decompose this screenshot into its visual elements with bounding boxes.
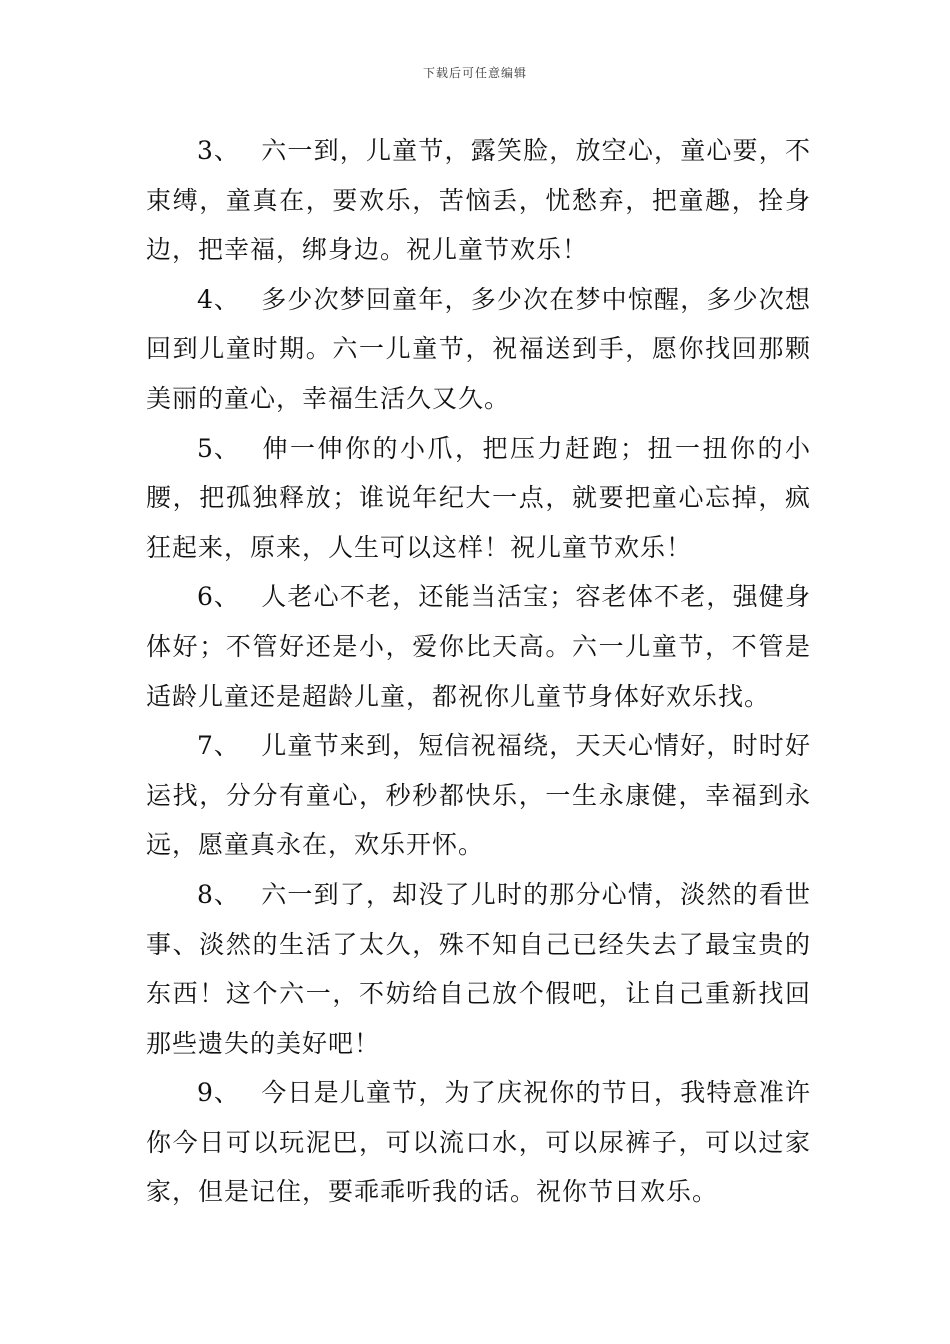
item-number: 5、: [197, 433, 240, 463]
list-item: [146, 572, 811, 721]
item-number: 4、: [197, 284, 240, 314]
item-number: 7、: [197, 731, 240, 761]
list-item: [146, 126, 811, 275]
item-text: 人老心不老，还能当活宝；容老体不老，强健身体好；不管好还是小，爱你比天高。六一儿童节，不管是适龄儿童还是超龄儿童，都祝你儿童节身体好欢乐找。: [146, 582, 811, 711]
item-number: 9、: [197, 1078, 240, 1108]
list-item: [146, 275, 811, 424]
document-body: [146, 126, 811, 1217]
list-item: [146, 721, 811, 870]
item-text: 今日是儿童节，为了庆祝你的节日，我特意准许你今日可以玩泥巴，可以流口水，可以尿裤子，可以过家家，但是记住，要乖乖听我的话。祝你节日欢乐。: [146, 1078, 811, 1207]
item-text: 伸一伸你的小爪，把压力赶跑；扭一扭你的小腰，把孤独释放；谁说年纪大一点，就要把童心忘掉，疯狂起来，原来，人生可以这样！祝儿童节欢乐！: [146, 433, 811, 562]
item-text: 儿童节来到，短信祝福绕，天天心情好，时时好运找，分分有童心，秒秒都快乐，一生永康健，幸福到永远，愿童真永在，欢乐开怀。: [146, 731, 811, 860]
item-number: 8、: [197, 879, 240, 909]
item-number: 6、: [197, 582, 240, 612]
list-item: [146, 424, 811, 573]
item-text: 多少次梦回童年，多少次在梦中惊醒，多少次想回到儿童时期。六一儿童节，祝福送到手，愿你找回那颗美丽的童心，幸福生活久又久。: [146, 284, 811, 413]
page-header: 下载后可任意编辑: [422, 66, 527, 80]
list-item: [146, 1068, 811, 1217]
item-number: 3、: [197, 136, 240, 165]
item-text: 六一到，儿童节，露笑脸，放空心，童心要，不束缚，童真在，要欢乐，苦恼丢，忧愁弃，把童趣，拴身边，把幸福，绑身边。祝儿童节欢乐！: [146, 136, 811, 265]
item-text: 六一到了，却没了儿时的那分心情，淡然的看世事、淡然的生活了太久，殊不知自己已经失去了最宝贵的东西！这个六一，不妨给自己放个假吧，让自己重新找回那些遗失的美好吧！: [146, 879, 811, 1058]
list-item: [146, 870, 811, 1068]
